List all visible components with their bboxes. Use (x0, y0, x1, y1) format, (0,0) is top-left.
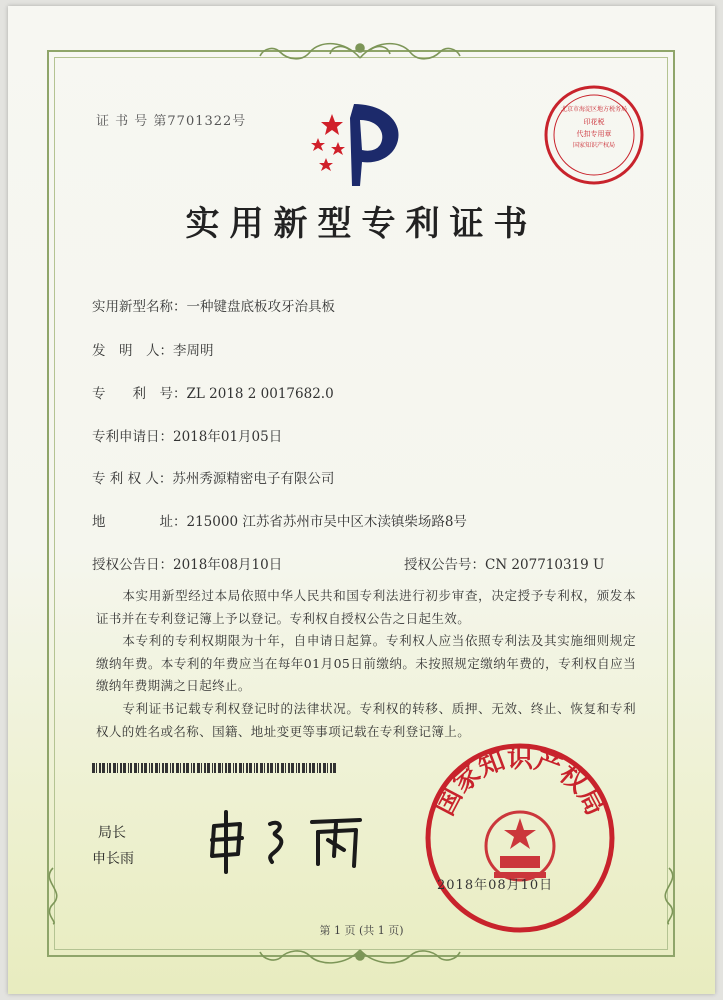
barcode-bar (120, 763, 122, 773)
field-value: CN 207710319 U (485, 557, 605, 573)
barcode-bar (193, 763, 195, 773)
barcode-bar (306, 763, 307, 773)
barcode-bar (113, 763, 116, 773)
barcode-bar (302, 763, 305, 773)
barcode-bar (228, 763, 231, 773)
field-label: 地 址： (92, 514, 187, 530)
barcode-bar (204, 763, 206, 773)
field-value: 215000 江苏省苏州市吴中区木渎镇柴场路8号 (186, 514, 467, 530)
field-label: 专 利 号： (92, 386, 187, 402)
barcode-bar (260, 763, 263, 773)
barcode-bar (130, 763, 132, 773)
barcode-bar (107, 763, 108, 773)
patent-office-logo-icon (302, 98, 412, 190)
tax-stamp-text (557, 104, 631, 152)
seal-date: 2018年08月10日 (437, 878, 554, 893)
barcode-bar (281, 763, 284, 773)
paragraph-2: 本专利的专利权期限为十年，自申请日起算。专利权人应当依照专利法及其实施细则规定缴纳年费。本专利的年费应当在每年01月05日前缴纳。未按照规定缴纳年费的，专利权自应当缴纳年费期满之日起终止。 (96, 633, 636, 693)
barcode-bar (323, 763, 326, 773)
barcode-bar (155, 763, 158, 773)
barcode-bar (291, 763, 294, 773)
certificate-number: 证 书 号 第7701322号 (96, 114, 247, 129)
tax-stamp-line-2: 印花税 (583, 118, 605, 126)
barcode-bar (246, 763, 248, 773)
field-address (92, 510, 467, 530)
bottom-ornament-icon (250, 944, 470, 968)
barcode-bar (172, 763, 174, 773)
barcode-bar (249, 763, 252, 773)
barcode-bar (330, 763, 332, 773)
barcode-bar (333, 763, 336, 773)
barcode-bar (149, 763, 150, 773)
barcode-bar (235, 763, 237, 773)
barcode-bar (256, 763, 258, 773)
handwritten-signature (200, 806, 380, 876)
barcode-bar (186, 763, 189, 773)
barcode-bar (191, 763, 192, 773)
barcode-bar (117, 763, 118, 773)
barcode-bar (254, 763, 255, 773)
barcode-bar (159, 763, 160, 773)
barcode-bar (162, 763, 164, 773)
field-patent-number (92, 382, 334, 402)
barcode-bar (214, 763, 216, 773)
barcode-bar (267, 763, 269, 773)
barcode-bar (285, 763, 286, 773)
barcode-bar (102, 763, 105, 773)
barcode-bar (317, 763, 318, 773)
field-label: 发 明 人： (92, 343, 173, 359)
field-value: ZL 2018 2 0017682.0 (186, 386, 334, 402)
barcode-bar (312, 763, 315, 773)
barcode-bar (92, 763, 95, 773)
field-value: 2018年08月10日 (173, 557, 283, 573)
barcode-bar (243, 763, 244, 773)
barcode-bar (96, 763, 97, 773)
director-name: 申长雨 (92, 851, 134, 867)
right-ornament-icon (654, 866, 684, 926)
page-number: 第 1 页 (共 1 页) (319, 924, 404, 937)
tax-stamp-line-3: 代扣专用章 (576, 130, 612, 138)
barcode-bar (270, 763, 273, 773)
field-grant-date (92, 553, 282, 573)
barcode-bar (212, 763, 213, 773)
field-patentee (92, 467, 334, 487)
barcode-bar (176, 763, 179, 773)
barcode-bar (277, 763, 279, 773)
field-label: 授权公告号： (404, 557, 485, 573)
barcode-bar (298, 763, 300, 773)
barcode-bar (309, 763, 311, 773)
barcode-bar (264, 763, 265, 773)
barcode-bar (327, 763, 328, 773)
paragraph-3: 专利证书记载专利权登记时的法律状况。专利权的转移、质押、无效、终止、恢复和专利权人的姓名或名称、国籍、地址变更等事项记载在专利登记簿上。 (96, 701, 636, 739)
field-value: 苏州秀源精密电子有限公司 (172, 471, 335, 487)
field-value: 李周明 (173, 343, 214, 359)
field-label: 专利申请日： (92, 429, 173, 445)
field-label: 实用新型名称： (92, 299, 187, 315)
tax-stamp-line-1: 北京市海淀区地方税务局 (560, 106, 627, 113)
barcode-bar (201, 763, 202, 773)
field-value: 2018年01月05日 (173, 429, 283, 445)
field-value: 一种键盘底板攻牙治具板 (186, 299, 335, 315)
barcode-bar (296, 763, 297, 773)
barcode-bar (128, 763, 129, 773)
barcode-bar (233, 763, 234, 773)
barcode-bar (144, 763, 147, 773)
field-application-date (92, 425, 282, 445)
barcode-bar (165, 763, 168, 773)
official-seal-icon (420, 738, 620, 938)
barcode-bar (207, 763, 210, 773)
barcode-bar (170, 763, 171, 773)
svg-text:国家知识产权局 (430, 744, 610, 820)
barcode-bar (222, 763, 223, 773)
barcode-bar (275, 763, 276, 773)
barcode-bar (99, 763, 101, 773)
barcode-bar (288, 763, 290, 773)
field-label: 授权公告日： (92, 557, 173, 573)
barcode-bar (218, 763, 221, 773)
field-grant-number (404, 553, 604, 573)
director-title: 局长 (98, 825, 126, 841)
seal-text: 国家知识产权局 (429, 744, 611, 821)
barcode-bar (123, 763, 126, 773)
field-utility-name (92, 295, 335, 315)
barcode-bar (180, 763, 181, 773)
left-ornament-icon (38, 866, 68, 926)
barcode-bar (319, 763, 321, 773)
barcode-bar (138, 763, 139, 773)
tax-stamp-line-4: 国家知识产权局 (572, 142, 615, 149)
barcode-icon (92, 763, 338, 773)
top-ornament-icon (250, 36, 470, 66)
barcode-bar (197, 763, 200, 773)
paragraph-1: 本实用新型经过本局依照中华人民共和国专利法进行初步审查，决定授予专利权，颁发本证书并在专利登记簿上予以登记。专利权自授权公告之日起生效。 (96, 588, 636, 626)
certificate-title: 实用新型专利证书 (185, 204, 538, 244)
barcode-bar (225, 763, 227, 773)
barcode-bar (239, 763, 242, 773)
barcode-bar (109, 763, 111, 773)
barcode-bar (183, 763, 185, 773)
field-inventor (92, 339, 214, 359)
barcode-bar (151, 763, 153, 773)
barcode-bar (134, 763, 137, 773)
field-label: 专 利 权 人： (92, 471, 173, 487)
barcode-bar (141, 763, 143, 773)
